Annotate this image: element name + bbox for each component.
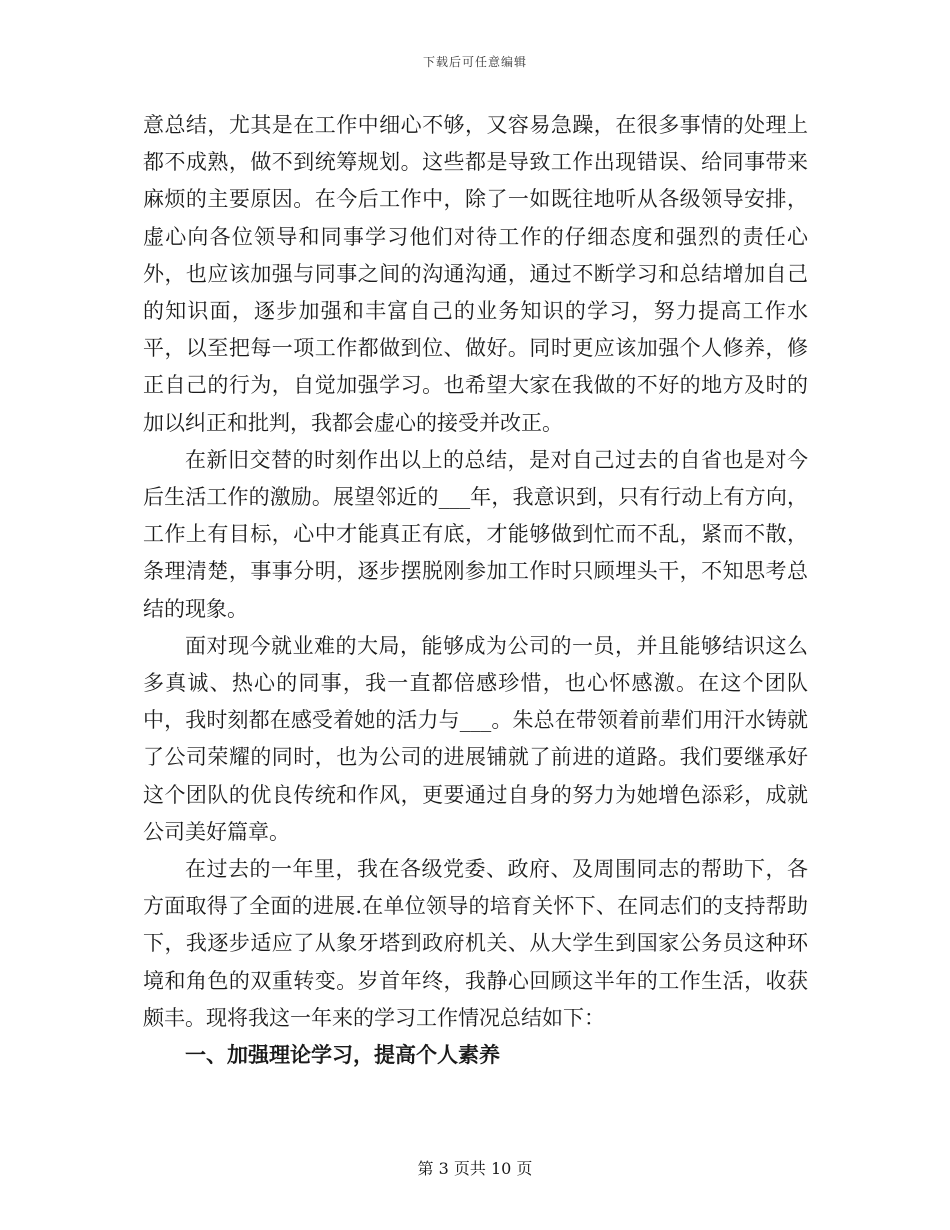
paragraph-company: 面对现今就业难的大局，能够成为公司的一员，并且能够结识这么多真诚、热心的同事，我一直都倍感珍惜，也心怀感激。在这个团队中，我时刻都在感受着她的活力与___。朱总在带领着前辈们用汗水铸就了公司荣耀的同时，也为公司的进展铺就了前进的道路。我们要继承好这个团队的优良传统和作风，更要通过自身的努力为她增色添彩，成就公司美好篇章。 xyxy=(143,633,808,844)
document-body xyxy=(143,107,808,1074)
page-header: 下载后可任意编辑 xyxy=(422,55,527,69)
page-number: 第 3 页共 10 页 xyxy=(417,1159,533,1178)
paragraph-past-year: 在过去的一年里，我在各级党委、政府、及周围同志的帮助下，各方面取得了全面的进展.在单位领导的培育关怀下、在同志们的支持帮助下，我逐步适应了从象牙塔到政府机关、从大学生到国家公务员这种环境和角色的双重转变。岁首年终，我静心回顾这半年的工作生活，收获颇丰。现将我这一年来的学习工作情况总结如下： xyxy=(143,857,808,1030)
paragraph-continuation: 意总结，尤其是在工作中细心不够，又容易急躁，在很多事情的处理上都不成熟，做不到统筹规划。这些都是导致工作出现错误、给同事带来麻烦的主要原因。在今后工作中，除了一如既往地听从各级领导安排，虚心向各位领导和同事学习他们对待工作的仔细态度和强烈的责任心外，也应该加强与同事之间的沟通沟通，通过不断学习和总结增加自己的知识面，逐步加强和丰富自己的业务知识的学习，努力提高工作水平，以至把每一项工作都做到位、做好。同时更应该加强个人修养，修正自己的行为，自觉加强学习。也希望大家在我做的不好的地方及时的加以纠正和批判，我都会虚心的接受并改正。 xyxy=(143,113,808,435)
section-heading: 一、加强理论学习，提高个人素养 xyxy=(185,1043,500,1068)
paragraph-reflection: 在新旧交替的时刻作出以上的总结，是对自己过去的自省也是对今后生活工作的激励。展望邻近的___年，我意识到，只有行动上有方向，工作上有目标，心中才能真正有底，才能够做到忙而不乱，紧而不散，条理清楚，事事分明，逐步摆脱刚参加工作时只顾埋头干，不知思考总结的现象。 xyxy=(143,447,808,621)
